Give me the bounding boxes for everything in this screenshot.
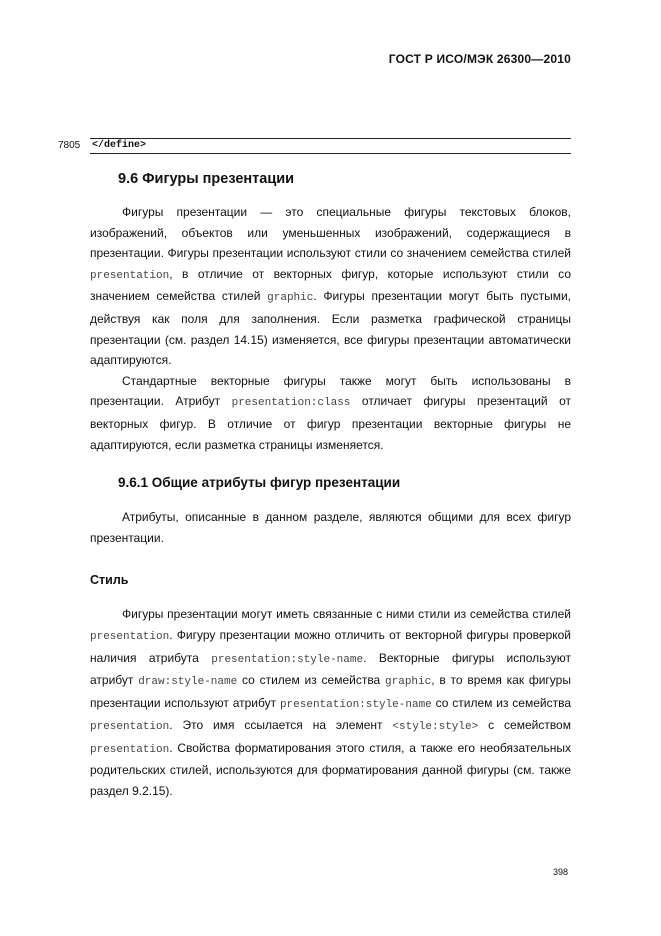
text: . Фигуры презентации могут быть пустыми, действуя как поля для заполнения. Если разметка графической страницы презентации (см. раздел 14.15) изменяется, все фигуры презентации автоматически адаптируются. [90, 289, 571, 368]
page-number: 398 [552, 867, 568, 877]
text: . Фигуру презентации можно отличить от векторной фигуры проверкой наличия атрибута [90, 627, 571, 665]
code-term: presentation:style-name [279, 698, 432, 711]
code-define-tag: </define> [92, 140, 147, 151]
text: отличает фигуры презентаций от векторных фигур. В отличие от фигур презентации векторные фигуры не адаптируются, если разметка страницы изменяется. [90, 394, 571, 452]
subsection-paragraph: Атрибуты, описанные в данном разделе, являются общими для всех фигур презентации. [90, 510, 571, 545]
section-title: 9.6 Фигуры презентации [118, 171, 295, 187]
document-header: ГОСТ Р ИСО/МЭК 26300—2010 [388, 52, 571, 66]
text: . Это имя ссылается на элемент [169, 718, 393, 733]
code-line-number: 7805 [58, 140, 81, 151]
text: со стилем из семейства [237, 673, 386, 688]
code-term: presentation [90, 721, 170, 734]
style-paragraph [90, 604, 571, 801]
code-rule-bottom [90, 153, 571, 154]
text: со стилем из семейства [431, 695, 572, 710]
text: Стандартные векторные фигуры также могут быть использованы в презентации. Атрибут [90, 373, 571, 409]
text: . Свойства форматирования этого стиля, а также его необязательных родительских стилей, используются для форматирования данной фигуры (см. также раздел 9.2.15). [90, 740, 571, 799]
page-content [90, 168, 571, 802]
text: с семейством [478, 718, 571, 733]
code-term: presentation:class [231, 397, 351, 410]
code-term: presentation [90, 630, 170, 643]
text: , в отличие от векторных фигур, которые используют стили со значением семейства стилей [90, 266, 571, 304]
code-term: graphic [267, 292, 314, 305]
text: , в то время как фигуры презентации используют атрибут [90, 673, 571, 710]
text: Фигуры презентации могут иметь связанные с ними стили из семейства стилей [122, 607, 571, 622]
text: Фигуры презентации — это специальные фигуры текстовых блоков, изображений, объектов или уменьшенных изображений, содержащиеся в презентации. Фигуры презентации используют стили со значением семейства стилей [90, 205, 571, 261]
code-term: presentation:style-name [211, 653, 364, 666]
text: . Векторные фигуры используют атрибут [90, 650, 571, 688]
subsection-title: 9.6.1 Общие атрибуты фигур презентации [118, 475, 401, 491]
style-heading: Стиль [90, 573, 129, 588]
code-rule-top [90, 138, 571, 139]
code-term: <style:style> [392, 721, 479, 734]
code-term: presentation [90, 743, 170, 756]
code-term: draw:style-name [138, 676, 238, 689]
section-paragraph-1 [90, 202, 571, 371]
code-term: graphic [385, 676, 432, 689]
section-paragraph-2 [90, 371, 571, 455]
code-term: presentation [90, 269, 170, 282]
